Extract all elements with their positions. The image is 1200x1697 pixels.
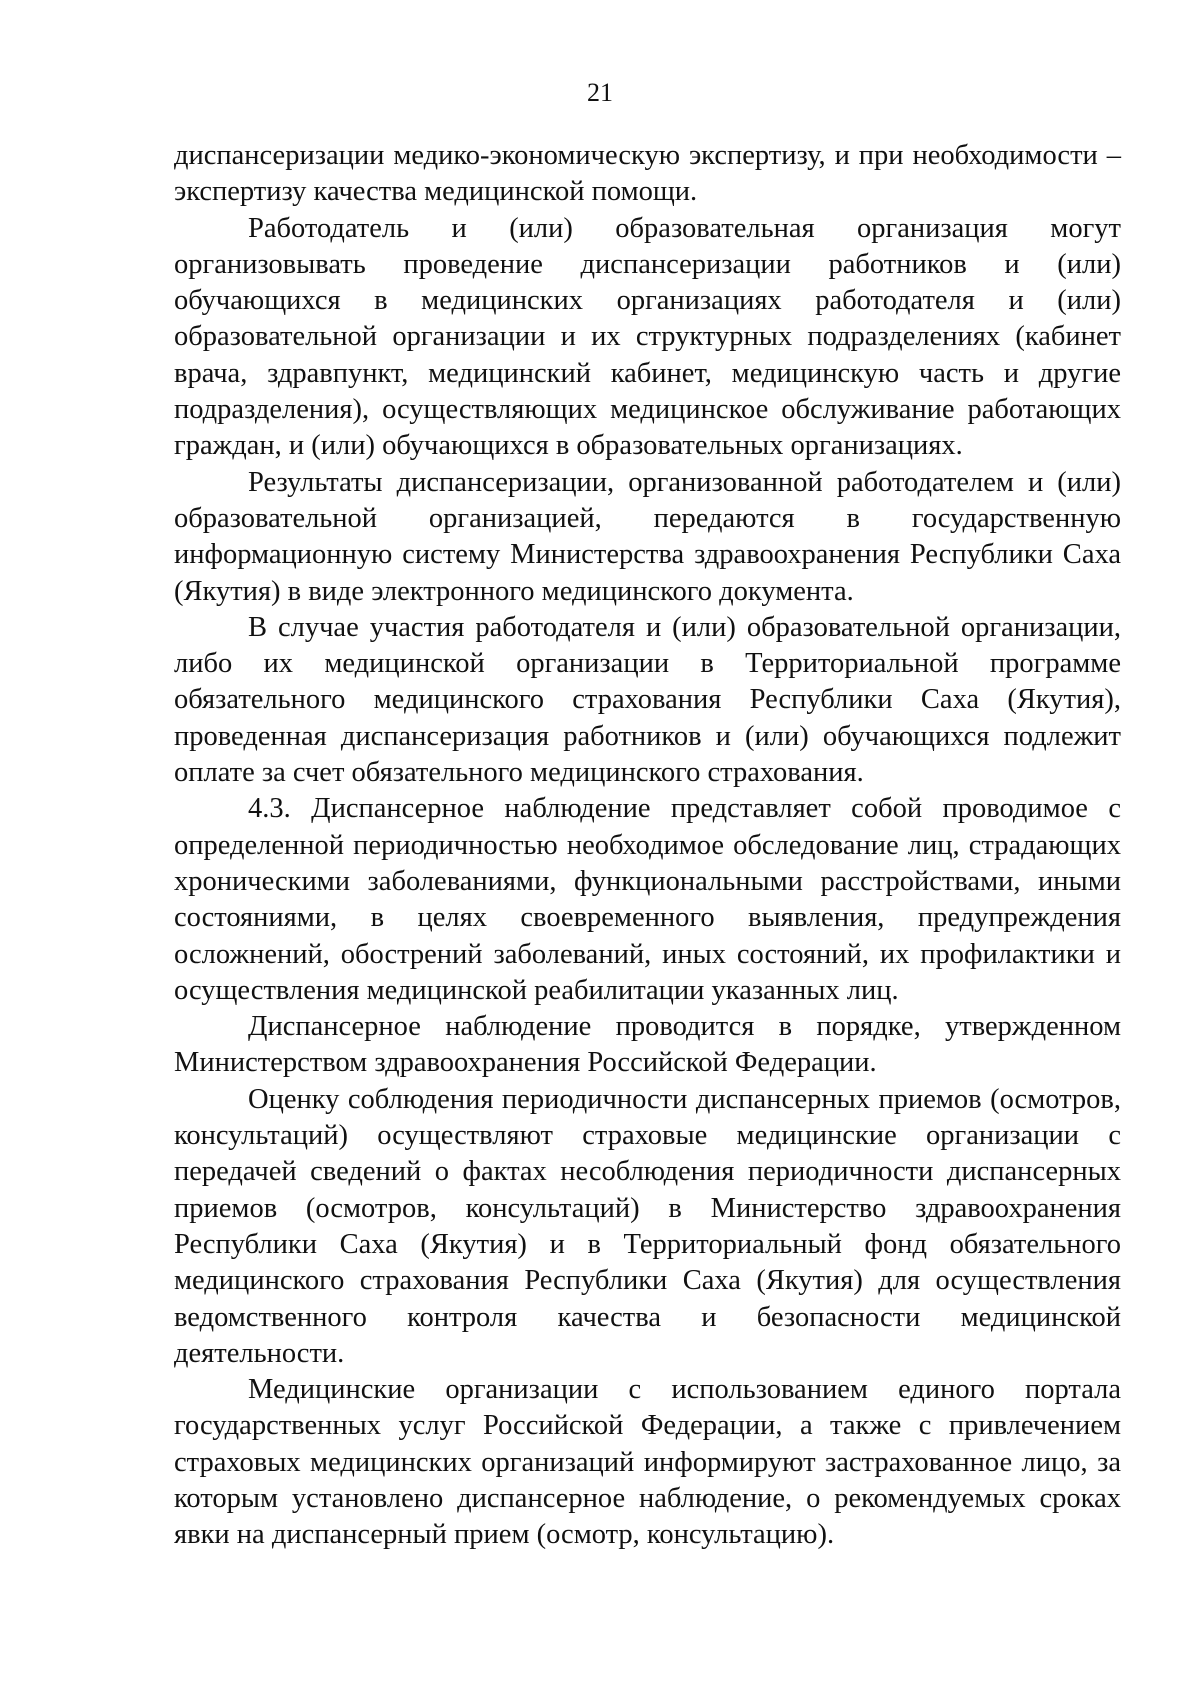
paragraph-insurance-payment: В случае участия работодателя и (или) образовательной организации, либо их медицинской организации в Территориальной программе обязательного медицинского страхования Республики Саха (Якутия), проведенная диспансеризация работников и (или) обучающихся подлежит оплате за счет обязательного медицинского страхования. — [174, 611, 1121, 789]
paragraph-employer-dispensarization: Работодатель и (или) образовательная организация могут организовывать проведение диспансеризации работников и (или) обучающихся в медицинских организациях работодателя и (или) образовательной организации и их структурных подразделениях (кабинет врача, здравпункт, медицинский кабинет, медицинскую часть и другие подразделения), осуществляющих медицинское обслуживание работающих граждан, и (или) обучающихся в образовательных организациях. — [174, 212, 1121, 462]
paragraph-section-4-3: 4.3. Диспансерное наблюдение представляет собой проводимое с определенной периодичностью необходимое обследование лиц, страдающих хроническими заболеваниями, функциональными расстройствами, иными состояниями, в целях своевременного выявления, предупреждения осложнений, обострений заболеваний, иных состояний, их профилактики и осуществления медицинской реабилитации указанных лиц. — [174, 793, 1121, 1006]
paragraph-continued: диспансеризации медико-экономическую экспертизу, и при необходимости – экспертизу качества медицинской помощи. — [174, 140, 1121, 208]
paragraph-results-transfer: Результаты диспансеризации, организованной работодателем и (или) образовательной организацией, передаются в государственную информационную систему Министерства здравоохранения Республики Саха (Якутия) в виде электронного медицинского документа. — [174, 466, 1121, 607]
paragraph-observation-order: Диспансерное наблюдение проводится в порядке, утвержденном Министерством здравоохранения Российской Федерации. — [174, 1011, 1121, 1079]
paragraph-informing-insured: Медицинские организации с использованием единого портала государственных услуг Российской Федерации, а также с привлечением страховых медицинских организаций информируют застрахованное лицо, за которым установлено диспансерное наблюдение, о рекомендуемых сроках явки на диспансерный прием (осмотр, консультацию). — [174, 1374, 1121, 1551]
paragraph-periodicity-assessment: Оценку соблюдения периодичности диспансерных приемов (осмотров, консультаций) осуществляют страховые медицинские организации с передачей сведений о фактах несоблюдения периодичности диспансерных приемов (осмотров, консультаций) в Министерство здравоохранения Республики Саха (Якутия) и в Территориальный фонд обязательного медицинского страхования Республики Саха (Якутия) для осуществления ведомственного контроля качества и безопасности медицинской деятельности. — [174, 1083, 1121, 1369]
document-body — [174, 138, 1121, 1554]
page-number: 21 — [587, 78, 613, 107]
